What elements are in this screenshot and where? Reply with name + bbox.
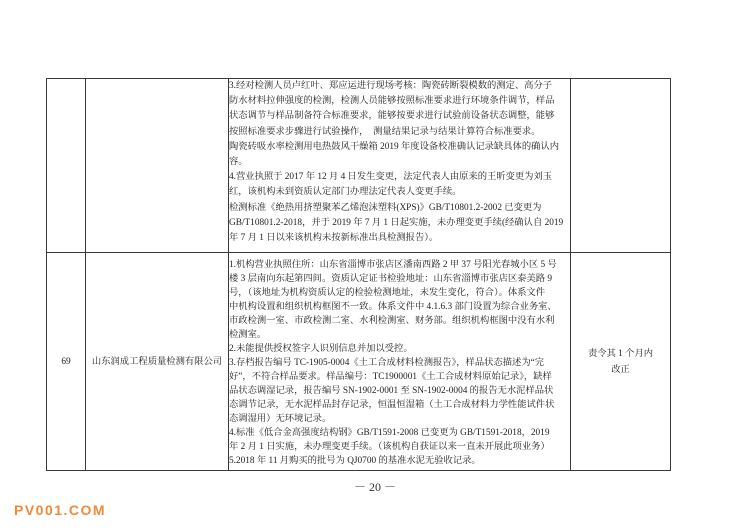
issue-text-line: 市政检测一室、市政检测二室、水利检测室、财务部。组织机构框图中没有水利 xyxy=(229,316,555,326)
issue-paragraph xyxy=(229,140,570,170)
issue-text-line: 号，（该地址为机构资质认定的检验检测地址，未发生变化，符合）。体系文件 xyxy=(229,288,546,298)
issue-paragraph xyxy=(229,170,570,200)
issue-text-line: 年 2 月 1 日实施，未办理变更手续。（该机构自获证以来一直未开展此项业务） xyxy=(229,442,550,452)
issue-text-line: 检测室。 xyxy=(229,330,267,340)
issues-cell xyxy=(229,253,571,471)
issue-text-line: 好”，不符合样品要求。样品编号：TC1900001《土工合成材料原始记录》，缺样 xyxy=(229,372,552,382)
action-text-line: 改正 xyxy=(611,364,630,375)
action-cell xyxy=(571,79,671,253)
serial-number-cell: 69 xyxy=(47,253,86,471)
issue-paragraph xyxy=(229,454,570,468)
issue-text-line: 防水材料拉伸强度的检测，检测人员能够按照标准要求进行环境条件调节，样品 xyxy=(229,96,555,107)
table-row xyxy=(47,253,671,471)
issue-text-line: 态调湿用）无环境记录。 xyxy=(229,414,332,424)
issue-text-line: 年 7 月 1 日以来该机构未按新标准出具检测报告）。 xyxy=(229,232,439,243)
organization-name-cell xyxy=(86,79,229,253)
issue-text-line: 4.标准《低合金高强度结构钢》GB/T1591-2008 已变更为 GB/T1591-2018，2019 xyxy=(229,428,550,438)
watermark-logo: PV001.COM xyxy=(14,502,107,518)
issue-text-line: 3.经对检测人员卢红叶、郑应运进行现场考核：陶瓷砖断裂模数的测定、高分子 xyxy=(229,81,553,91)
issue-text-line: 5.2018 年 11 月购买的批号为 QJ0700 的基准水泥无验收记录。 xyxy=(229,456,481,466)
issue-paragraph xyxy=(229,426,570,454)
issue-paragraph xyxy=(229,79,570,140)
issue-text-line: 1.机构营业执照住所：山东省淄博市张店区潘南西路 2 甲 37 号阳光春城小区 5 号 xyxy=(229,260,557,270)
table-row xyxy=(47,79,671,253)
issue-text-line: 态调节记录，无水泥样品封存记录，恒温恒湿箱（土工合成材料力学性能试件状 xyxy=(229,400,555,410)
issue-text-line: GB/T10801.2-2018，并于 2019 年 7 月 1 日起实施，未办理变更手续(经确认自 2019 xyxy=(229,217,564,228)
issue-paragraph xyxy=(229,201,570,247)
action-text-line: 责令其 1 个月内 xyxy=(587,348,654,359)
issue-text-line: 楼 3 层南向东起第四间。资质认定证书检验地址：山东省淄博市张店区泰美路 9 xyxy=(229,274,553,284)
issue-text-line: 红，该机构未到资质认定部门办理法定代表人变更手续。 xyxy=(229,187,462,198)
serial-number-cell xyxy=(47,79,86,253)
issue-paragraph xyxy=(229,356,570,426)
action-cell xyxy=(571,253,671,471)
issue-text-line: 检测标准《绝热用挤塑聚苯乙烯泡沫塑料(XPS)》GB/T10801.2-2002 已变更为 xyxy=(229,202,542,213)
page-number: － 20 － xyxy=(353,480,396,494)
organization-name-cell: 山东润成工程质量检测有限公司 xyxy=(86,253,229,471)
issue-paragraph xyxy=(229,258,570,342)
issue-text-line: 中机构设置和组织机构框图不一致。体系文件中 4.1.6.3 部门设置为综合业务室、 xyxy=(229,302,557,312)
issues-cell xyxy=(229,79,571,253)
inspection-results-table xyxy=(46,78,671,471)
issue-text-line: 品状态调湿记录，报告编号 SN-1902-0001 至 SN-1902-0004 的报告无水泥样品状 xyxy=(229,386,554,396)
issue-text-line: 2.未能提供授权签字人识别信息并加以受控。 xyxy=(229,344,413,354)
issue-text-line: 按照标准要求步骤进行试验操作， 测量结果记录与结果计算符合标准要求。 xyxy=(229,126,541,137)
issue-text-line: 陶瓷砖吸水率检测用电热鼓风干燥箱 2019 年度设备校准确认记录缺具体的确认内 xyxy=(229,141,560,152)
issue-text-line: 4.营业执照于 2017 年 12 月 4 日发生变更，法定代表人由原来的王昕变更为刘玉 xyxy=(229,172,553,183)
issue-text-line: 状态调节与样品制备符合标准要求，能够按要求进行试验前设备状态调整，能够 xyxy=(229,111,555,122)
issue-text-line: 容。 xyxy=(229,156,248,167)
issue-text-line: 3.存档报告编号 TC-1905-0004《土工合成材料检测报告》，样品状态描述为“完 xyxy=(229,358,545,368)
issue-paragraph xyxy=(229,342,570,356)
